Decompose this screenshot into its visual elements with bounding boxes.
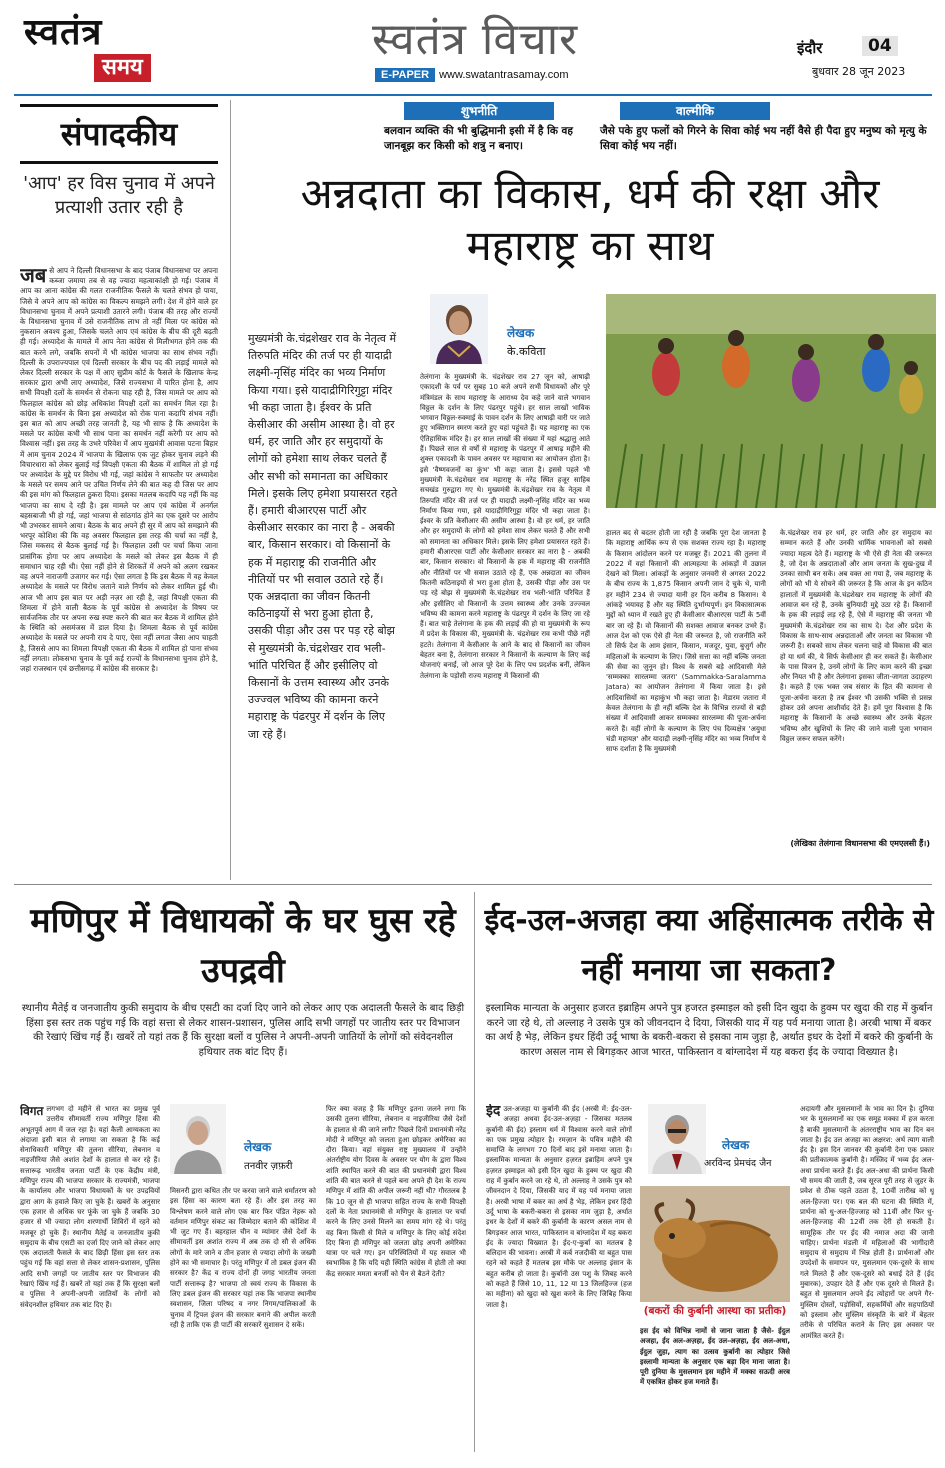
editorial-heading: संपादकीय	[20, 104, 218, 164]
quote-label: शुभनीति	[404, 102, 554, 120]
eid-intro: इस्लामिक मान्यता के अनुसार हजरत इब्राहिम अपने पुत्र हजरत इस्माइल को इसी दिन खुदा के हुक्म पर खुदा की राह में कुर्बान करने जा रहे थे, तो अल्लाह ने उसके पुत्र को जीवनदान दे दिया, जिसकी याद में यह पर्व मनाया जाता है। अरबी भाषा में बकर का अर्थ है भेड़, लेकिन इधर हिंदी उर्दू भाषा के बकरी-बकरा से इसका नाम जुड़ा है, अर्थात इधर के देशों में बकरे की कुर्बानी के कारण असल नाम से बिगड़कर आज भारत, पाकिस्तान व बांग्लादेश में यह बकरा ईद के ज्यादा विख्यात है।	[485, 1003, 933, 1058]
article-column	[486, 1104, 632, 1444]
goat-photo	[640, 1186, 790, 1302]
article-column: तेलंगाना के मुख्यमंत्री के. चंद्रशेखर राव 27 जून को, आषाढ़ी एकादशी के पर्व पर सुबह 10 बजे अपने सभी विधायकों और पूरे मंत्रिमंडल के साथ महाराष्ट्र के आराध्य देव कहे जाने वाले भगवान विठ्ठल के दर्शन के लिए पंढरपुर पहुंचे। हर साल लाखों भाविक भगवान विठ्ठल-रुक्माई के पावन दर्शन के लिए आषाढ़ी वारी पर जाते हुए भक्तिगान स्मरण करते हुए यहां पहुंचते हैं। यह महाराष्ट्र का एक ऐतिहासिक मंदिर है। हर साल लाखों की संख्या में यहां श्रद्धालु आते हैं। पिछले साल से वर्षों से महाराष्ट्र के पंढरपुर में आषाढ़ महीने की शुक्ल एकादशी के पावन अवसर पर महायात्रा का आयोजन होता है। इसे 'वैष्णवजनों का कुंभ' भी कहा जाता है। इससे पहले भी मुख्यमंत्री के.चंद्रशेखर राव महाराष्ट्र के नरेंद्र स्थित हजूर साहिब सचखंड गुरुद्वारा गए थे। मुख्यमंत्री के.चंद्रशेखर राव के नेतृत्व में तिरुपति मंदिर की तर्ज पर ही यादाद्री लक्ष्मी-नृसिंह मंदिर का भव्य निर्माण किया गया, इसे यादाद्रीगिरिगुट्टा मंदिर भी कहा जाता है। ईश्वर के प्रति केसीआर की असीम आस्था है। वो हर धर्म, हर जाति और हर समुदायों के लोगों को हमेशा साथ लेकर चलते हैं और सभी को समानता का अधिकार मिले। इसके लिए हमेशा प्रयासरत रहते हैं। हमारी बीआरएस पार्टी और केसीआर सरकार का नारा है - अबकी बार, किसान सरकार। वो किसानों के हक में महाराष्ट्र की राजनीति और नीतियों पर भी सवाल उठाते रहे हैं, एक अन्नदाता का जीवन कितनी कठिनाइयों से भरा हुआ होता है, उसकी पीड़ा और उस पर पड़ रहे बोझ से मुख्यमंत्री के.चंद्रशेखर राव भली-भांति परिचित हैं और इसीलिए वो किसानों के उत्तम स्वास्थ्य और उनके उज्ज्वल भविष्य की कामना करने महाराष्ट्र के पंढरपुर में दर्शन के लिए जा रहे हैं। बात चाहे तेलंगाना के हक की लड़ाई की हो या मुख्यमंत्री के रूप में प्रदेश के विकास की, मुख्यमंत्री के. चंद्रशेखर राव कभी पीछे नहीं हटते। तेलंगाना में केसीआर के आने के बाद से किसानों का जीवन बेहतर बना है, तेलंगाना सरकार ने किसानों के कल्याण के लिए कई योजनाएं बनाईं, जो आज पूरे देश के लिए पथ प्रदर्शक बनीं, लेकिन तेलंगाना के पड़ोसी राज्य महाराष्ट्र में किसानों की	[420, 373, 590, 680]
newspaper-logo[interactable]	[24, 14, 156, 88]
author-label: लेखक	[244, 1140, 272, 1154]
eid-col2-text: इस ईद को विभिन्न नामों से जाना जाता है जैसे- ईदुल अजहा, ईद अल-अज़हा, ईद उल-अज़हा, ईद अल-अधा, ईदुल जुहा, त्याग का उत्सव कुर्बानी का त्योहार जिसे इस्लामी मान्यता के अनुसार एक बड़ा दिन माना जाता है। पूरी दुनिया के मुसलमान इस महीने में मक्का सऊदी अरब में एकत्रित होकर हज मनाते हैं।	[640, 1327, 790, 1387]
section-title: स्वतंत्र विचार	[372, 14, 579, 65]
issue-date: बुधवार 28 जून 2023	[812, 65, 906, 78]
author-label: लेखक	[507, 326, 535, 340]
author-name: अरविन्द प्रेमचंद जैन	[704, 1158, 772, 1169]
quote-box-1	[384, 102, 594, 158]
eid-dropcap: ईद	[486, 1104, 501, 1119]
edition-city: इंदौर	[797, 39, 823, 57]
article-column: अदायगी और मुसलमानों के भाव का दिन है। दुनिया भर के मुसलमानों का एक समूह मक्का में हज करता है बाकी मुसलमानों के अंतरराष्ट्रीय भाव का दिन बन जाता है। ईद उल अजहा का अक्षरश: अर्थ त्याग वाली ईद है। इस दिन जानवर की कुर्बानी देना एक प्रकार की प्रतीकात्मक कुर्बानी है। मस्जिद में भव्य ईद अल-अधा प्रार्थना करते हैं। ईद अल-अधा की प्रार्थना किसी भी समय की जाती है, जब सूरज पूरी तरह से जुहर के प्रवेश से ठीक पहले उठता है, 10वीं तारीख को धू अल-हिज्जा पर। एक बल की घटना की स्थिति में, प्रार्थना को धु-अल-हिज्जाह को 11वीं और फिर धु-अल-हिज्जाह की 12वीं तक देरी हो सकती है। सामूहिक तौर पर ईद की नमाज अदा की जानी चाहिए। प्रार्थना मंडली में महिलाओं की भागीदारी समुदाय से समुदाय में भिन्न होती है। प्रार्थनाओं और उपदेशों के समापन पर, मुसलमान एक-दूसरे के साथ गले मिलते हैं और एक-दूसरे को बधाई देते हैं (ईद मुबारक), उपहार देते हैं और एक दूसरे से मिलते हैं। बहुत से मुसलमान अपने ईद त्योहारों पर अपने गैर-मुस्लिम दोस्तों, पड़ोसियों, सहकर्मियों और सहपाठियों को इस्लाम और मुस्लिम संस्कृति के बारे में बेहतर तरीके से परिचित कराने के लिए इस अवसर पर आमंत्रित करते हैं।	[800, 1105, 934, 1340]
author-note: (लेखिका तेलंगाना विधानसभा की एमएलसी हैं।)	[790, 839, 930, 848]
page-number: 04	[862, 36, 898, 56]
article-column	[20, 1104, 160, 1444]
section-divider	[14, 884, 932, 885]
eid-headline: ईद-उल-अजहा क्या अहिंसात्मक तरीके से नहीं मनाया जा सकता?	[484, 903, 934, 988]
masthead-divider	[14, 94, 932, 96]
logo-top-text: स्वतंत्र	[24, 12, 103, 53]
logo-bottom-text: समय	[94, 54, 151, 82]
author-label: लेखक	[722, 1138, 750, 1152]
manipur-col1-text: लगभग दो महीने से भारत का प्रमुख पूर्व उत्तरीय सीमावर्ती राज्य मणिपुर हिंसा की अभूतपूर्व आग में जल रहा है। यहां कैली आग्यकता का अंदाजा इसी बात से लगाया जा सकता है कि कई सेनाधिकारी मणिपुर की तुलना सीरिया, लेबनान व नाइजीरिया जैसे अशांत देशों के हालात से कर रहे हैं। सत्तारूढ़ भारतीय जनता पार्टी के एक केंद्रीय मंत्री, मणिपुर राज्य की भाजपा सरकार के राज्यमंत्री, भाजपा के कार्यालय और भाजपा विधायकों के घर उपद्रवियों द्वारा आग के हवाले किए जा चुके हैं। खबरों के अनुसार एक हजार से अधिक घर फूंके जा चुके हैं जबकि 30 हजार से भी ज्यादा लोग शरणार्थी शिविरों में रहने को मजबूर हो चुके हैं। स्थानीय मैतेई व जनजातीय कुकी समुदाय के बीच एसटी का दर्जा दिए जाने को लेकर आए एक अदालती फैसले के बाद छिड़ी हिंसा इस स्तर तक पहुंच गई कि वहां सत्ता से लेकर शासन-प्रशासन, पुलिस आदि सभी जगहों पर जातीय स्तर पर विभाजन की रेखाएं खिंच गई हैं। खबरें तो यहां तक हैं कि सुरक्षा बलों व पुलिस ने अपनी-अपनी जातियों के लोगों को संवेदनशील हथियार तक बांट दिए हैं।	[20, 1105, 160, 1309]
quote-text: जैसे पके हुए फलों को गिरने के सिवा कोई भय नहीं वैसे ही पैदा हुए मनुष्य को मृत्यु के सिवा कोई भय नहीं।	[600, 125, 927, 152]
manipur-dropcap: विगत	[20, 1104, 44, 1118]
article-column	[640, 1326, 790, 1444]
editorial-body	[20, 266, 218, 866]
editorial-text: से आप ने दिल्ली विधानसभा के बाद पंजाब विधानसभा पर अपना कब्जा जमाया तब से वह ज्यादा महत्वाकांक्षी हो गई। पंजाब में आप का आना कांग्रेस की गलत राजनीतिक फैसले के चलते संभव हो पाया, जिसे वे अपने आप को कांग्रेस का विकल्प समझने लगी। देश में होने वाले हर विधानसभा चुनाव में अपने प्रत्याशी उतारने लगी। पंजाब की तरह और राज्यों के विधानसभा चुनाव में उसे राजनीतिक लाभ तो नहीं मिला पर कांग्रेस को नुकसान अवश्य हुआ, जिसके चलते आप एवं कांग्रेस के बीच की दूरी बढ़ती ही गई। अध्यादेश के मामले में आप नेता कांग्रेस से मिलीभगत होने तक की बात करने लगे, जबकि सपनों में भी कांग्रेस भाजपा का साथ संभव नहीं। दिल्ली के उपराज्यपाल एवं दिल्ली सरकार के बीच पद की लड़ाई मामले को लेकर दिल्ली सरकार के पक्ष में आए सुप्रीम कोर्ट के फैसले के खिलाफ केन्द्र सरकार द्वारा अभी लाए अध्यादेश, जिसे राज्यसभा में पारित होना है, आप सभी विपक्षी दलों के समर्थन से रोकना चाह रही है, जिस मामले पर आप को फिलहाल कांग्रेस को छोड़ अधिकांश विपक्षी दलों का समर्थन मिल रहा है। कांग्रेस के समर्थन के बिना इस अध्यादेश को रोक पाना कदापि संभव नहीं। इस बात को आप अच्छी तरह जानती है, यह भी साफ है कि अध्यादेश के मसले पर कांग्रेस कभी भी साथ पाना का समर्थन नहीं करेगी पर आप को विश्वास नहीं। इस तरह के उभरे परिवेश में आप मुखमंत्री आवास पटना बिहार में आम चुनाव 2024 में भाजपा के खिलाफ एक जुट होकर चुनाव लड़ने की विचारधारा को लेकर बुलाई गई विपक्षी एकता की बैठक में शामिल तो हो गई पर अध्यादेश के मुद्दे पर विरोध भी गई, जहां कांग्रेस ने साफतौर पर अध्यादेश के मसले पर समय आने पर उचित निर्णय लेने की बात कह दी जिस पर आप की इस मांग को फिलहाल ठुकरा दिया। इसका मतलब कदापि यह नहीं कि वह भाजपा का साथ दे रही है। इस मामले पर आप एवं कांग्रेस में अनर्गल बहसबाजी भी हो गई, जहां भाजपा से सांठगांठ होने का एक दूसरे पर आरोप भी उभरकर सामने आया। बैठक के बाद अपने ही सुर में आप को समझाने की भरपूर कोशिश की कि वह अवसर फिलहाल इस तरह की चर्चा का नहीं है, जिस मकसद से बैठक बुलाई गई है। फिलहाल उसी पर चर्चा किया जाना प्रासंगिक होगा पर आप अध्यादेश के मसले को लेकर इस बैठक में ही समाधान चाह रही थी। ऐसा नहीं होने से शिरकतें में अपने को अलग रखकर वह अपने नाराजगी उजागर कर गई। ऐसा लगता है कि इस बैठक में वह केवल अध्यादेश के मसले पर विरोध जताने वाले निर्णय को लेकर शामिल हुई थी। आज भी आप इस बात पर अड़ी नज़र आ रही है, जहां विपक्षी एकता की शिमला में होने वाली बैठक के पूर्व कांग्रेस से अध्यादेश के विषय पर सार्वजनिक तौर पर अपना रुख स्पष्ट करने की बात कर बैठक में शामिल होने के स्थिति को असमंजस में डाल दिया है। शिमला बैठक से पूर्व कांग्रेस अध्यादेश के मसले पर अपनी राय दे पाए, ऐसा नहीं लगता जैसा आप चाहती है, जिससे आप का शिमला विपक्षी एकता की बैठक में शामिल हो पाना संभव नहीं लगता। लोकसभा चुनाव के पूर्व कई राज्यों के विधानसभा चुनाव होने है, जहां राजस्थान एवं छत्तीसगढ़ में कांग्रेस की सरकार है।	[20, 266, 218, 673]
main-headline: अन्नदाता का विकास, धर्म की रक्षा और महाराष्ट्र का साथ	[300, 169, 880, 270]
quote-label: वाल्मीकि	[620, 102, 770, 120]
article-column: के.चंद्रशेखर राव हर धर्म, हर जाति और हर समुदाय का सम्मान करते हैं और उनकी धार्मिक भावनाओं को सबसे ज्यादा महत्व देते हैं। महाराष्ट्र के भी ऐसे ही नेता की जरूरत है, जो देश के अन्नदाताओं और आम जनता के सुख-दुख में उनका साथी बन सके। अब वक्त आ गया है, जब महाराष्ट्र के लोगों को भी ये सोचने की जरूरत है कि आज के इन कठिन हालातों में मुख्यमंत्री के.चंद्रशेखर राव महाराष्ट्र के लोगों की आवाज बन रहे हैं, उनके बुनियादी मुद्दे उठा रहे हैं। किसानों के हक की लड़ाई लड़ रहे हैं, ऐसे में महाराष्ट्र की जनता भी मुख्यमंत्री के.चंद्रशेखर राव का साथ दे। देश और प्रदेश के विकास के साथ-साथ अन्नदाताओं और जनता का विकास भी जरूरी है। सबको साथ लेकर चलना चाहे वो विकास की बात हो या धर्म की, ये सिर्फ केसीआर ही कर सकते हैं। केसीआर के पास विजन है, उनमें लोगों के लिए काम करने की इच्छा और नियत भी है और तेलंगाना इसका जीता-जागता उदाहरण है। कहते हैं एक भक्त जब संसार के हित की कामना से पूजा-अर्चना करता है तब ईश्वर भी उसकी भक्ति से प्रसन्न होकर उसे अपना आशीर्वाद देते हैं। हमें पूरा विश्वास है कि महाराष्ट्र के किसानों के अच्छे स्वास्थ्य और उनके बेहतर भविष्य और खुशियों के लिए की जाने वाली पूजा भगवान विठ्ठल जरूर सफल करेंगे।	[780, 529, 932, 743]
epaper-bar	[375, 68, 607, 82]
farm-field-photo	[606, 294, 936, 508]
website-link[interactable]: www.swatantrasamay.com	[439, 69, 569, 81]
manipur-intro: स्थानीय मैतेई व जनजातीय कुकी समुदाय के बीच एसटी का दर्जा दिए जाने को लेकर आए एक अदालती फैसले के बाद छिड़ी हिंसा इस स्तर तक पहुंच गई कि वहां सत्ता से लेकर शासन-प्रशासन, पुलिस आदि सभी जगहों पर जातीय स्तर पर विभाजन की रेखाएं खिंच गई हैं। खबरें तो यहां तक हैं कि सुरक्षा बलों व पुलिस ने अपनी-अपनी जातियों के लोगों को संवेदनशील हथियार तक बांट दिए हैं।	[21, 1003, 465, 1058]
editorial-subheading: 'आप' हर विस चुनाव में अपने प्रत्याशी उतार रही है	[23, 173, 215, 218]
quote-box-2	[600, 102, 930, 158]
photo-caption: (बकरों की कुर्बानी आस्था का प्रतीक)	[643, 1305, 787, 1317]
article-column: हालत बद से बदतर होती जा रही है जबकि पूरा देश जानता है कि महाराष्ट्र आर्थिक रूप से एक सशक्त राज्य रहा है। महाराष्ट्र के किसान आंदोलन करने पर मजबूर हैं। 2021 की तुलना में 2022 में वहां किसानों की आत्महत्या के आंकड़ों में उछाल देखने को मिला। आंकड़ों के अनुसार जनवरी से अगस्त 2022 के बीच राज्य के 1,875 किसान अपनी जान दे चुके थे, यानी हर महीने 234 से ज्यादा यानी हर दिन करीब 8 किसान। ये आंकड़े भयावह हैं और यह स्थिति दुर्भाग्यपूर्ण। इन विकासात्मक मुद्दों को ध्यान में रखते हुए ही केसीआर बीआरएस पार्टी के 5वीं बार जा रहे हैं। वो किसानों की सशक्त आवाज बनकर उभरे हैं। आज देश को एक ऐसे ही नेता की जरूरत है, जो राजनीति करें तो सिर्फ देश के आम इंसान, किसान, मजदूर, युवा, बुजुर्ग और महिलाओं के कल्याण के लिए। जिसे सत्ता का नहीं बल्कि जनता की सेवा का जुनून हो। विश्व के सबसे बड़े आदिवासी मेले 'सम्मक्का सारलम्मा जतरा' (Sammakka-Saralamma Jatara) का आयोजन तेलंगाना में किया जाता है। इसे आदिवासियों का महाकुंभ भी कहा जाता है। मेडारम जतारा में केवल तेलंगाना के ही नहीं बल्कि देश के विभिन्न राज्यों से बड़ी संख्या में आदिवासी आकर सम्मक्का सारलम्मा की पूजा-अर्चना करते हैं। वहीं लोगों के कल्याण के लिए पंच दिव्यक्षेत्र 'अयुधा चंडी महायज्ञ' और यादाद्री लक्ष्मी-नृसिंह मंदिर का भव्य निर्माण ये साफ दर्शाता है कि मुख्यमंत्री	[606, 529, 766, 754]
author-photo	[648, 1104, 706, 1174]
editorial-dropcap: जब	[20, 266, 47, 287]
eid-col1-text: उल-अजहा या कुर्बानी की ईद (अरबी में: ईद-उल-अजहा अथवा ईद-उल-अज़हा - जिसका मतलब कुर्बानी की ईद) इस्लाम धर्म में विश्वास करने वाले लोगों का एक प्रमुख त्योहार है। रमज़ान के पवित्र महीने की समाप्ति के लगभग 70 दिनों बाद इसे मनाया जाता है। इस्लामिक मान्यता के अनुसार हज़रत इब्राहिम अपने पुत्र हज़रत इस्माइल को इसी दिन खुदा के हुक्म पर खुदा की राह में कुर्बान करने जा रहे थे, तो अल्लाह ने उसके पुत्र को जीवनदान दे दिया, जिसकी याद में यह पर्व मनाया जाता है। अरबी भाषा में बकर का अर्थ है भेड़, लेकिन इधर हिंदी उर्दू भाषा के बकरी-बकरा से इसका नाम जुड़ा है, अर्थात इधर के देशों में बकरे की कुर्बानी के कारण असल नाम से बिगड़कर आज भारत, पाकिस्तान व बांग्लादेश में यह बकरा ईद के ज्यादा विख्यात है। ईद-ए-कुर्बा का मतलब है बलिदान की भावना। अरबी में कर्ब नजदीकी या बहुत पास रहने को कहते हैं मतलब इस मौके पर अल्लाह इंसान के बहुत करीब हो जाता है। कुर्बानी उस पशु के जिबह करने को कहते हैं जिसे 10, 11, 12 या 13 जिलहिज्ज (हज का महीना) को खुदा को खुश करने के लिए जिबिह किया जाता है।	[486, 1105, 632, 1309]
article-column: मिसनरी द्वारा कथित तौर पर करवा जाने वाले धर्मांतरण को इस हिंसा का कारण बता रहे हैं। और इस तरह का विश्लेषण करने वाले लोग एक बार फिर पंडित नेहरू को वर्तमान मणिपुर संकट का जिम्मेदार बताने की कोशिश में भी जुट गए हैं। बहरहाल चीन व म्यांमार जैसे देशों के सीमावर्ती इस अशांत राज्य में अब तक दो सौ से अधिक लोगों के मारे जाने व तीन हजार से ज्यादा लोगों के जख्मी होने का भी समाचार है। परंतु मणिपुर में तो डबल इंजन की सरकार है? केंद्र व राज्य दोनों ही जगह भारतीय जनता पार्टी सत्तारूढ़ है? भाजपा तो स्वयं राज्य के विकास के लिए डबल इंजन की सरकार यहां तक कि भाजपा स्थानीय स्वशासन, जिला परिषद व नगर निगम/पालिकाओं के चुनाव में ट्रिपल इंजन की सरकार बनाने की अपील करती रही है ताकि एक ही पार्टी की सरकारें सुशासन दे सकें।	[170, 1187, 316, 1329]
manipur-headline: मणिपुर में विधायकों के घर घुस रहे उपद्रवी	[30, 901, 456, 991]
author-name: तनवीर ज़फ़री	[244, 1161, 293, 1172]
article-column: फिर क्या वजह है कि मणिपुर इतना जलने लगा कि उसकी तुलना सीरिया, लेबनान व नाइजीरिया जैसे देशों के हालात से की जाने लगी? पिछले दिनों प्रधानमंत्री नरेंद्र मोदी ने मणिपुर को जलता हुआ छोड़कर अमेरिका का दौरा किया। वहां संयुक्त राष्ट्र मुख्यालय में उन्होंने अंतर्राष्ट्रीय योग दिवस के अवसर पर योग के द्वारा विश्व शांति स्थापित करने की बात की प्रधानमंत्री द्वारा विश्व शांति की बात करने से पहले बना अपने ही देश के राज्य मणिपुर में शांति की अपील जरूरी नहीं थी? गौरतलब है कि 10 जून से ही भाजपा सहित राज्य के सभी विपक्षी दलों के नेता प्रधानमंत्री से मणिपुर के हालात पर चर्चा करने के लिए उनसे मिलने का समय मांग रहे थे। परंतु वह बिना किसी से मिले व मणिपुर के लिए कोई संदेश दिए बिना ही मणिपुर को जलता छोड़ अपनी अमेरिका यात्रा पर चले गए। इन परिस्थितियों में यह सवाल भी स्वभाविक है कि यदि यही स्थिति कांग्रेस में होती तो क्या केंद्र सरकार ममता बनर्जी को चैन से बैठने देती?	[326, 1105, 466, 1278]
quote-text: बलवान व्यक्ति की भी बुद्धिमानी इसी में है कि वह जानबूझ कर किसी को शत्रु न बनाए।	[384, 125, 573, 152]
author-name: के.कविता	[507, 345, 546, 358]
pull-quote: मुख्यमंत्री के.चंद्रशेखर राव के नेतृत्व में तिरुपति मंदिर की तर्ज पर ही यादाद्री लक्ष्मी-नृसिंह मंदिर का भव्य निर्माण किया गया। इसे यादाद्रीगिरिगुट्टा मंदिर भी कहा जाता है। ईश्वर के प्रति केसीआर की असीम आस्था है। वो हर धर्म, हर जाति और हर समुदायों के लोगों को हमेशा साथ लेकर चलते हैं और सभी को समानता का अधिकार मिले। इसके लिए हमेशा प्रयासरत रहते हैं। हमारी बीआरएस पार्टी और केसीआर सरकार का नारा है - अबकी बार, किसान सरकार। वो किसानों के हक में महाराष्ट्र की राजनीति और नीतियों पर भी सवाल उठाते रहे हैं। एक अन्नदाता का जीवन कितनी कठिनाइयों से भरा हुआ होता है, उसकी पीड़ा और उस पर पड़ रहे बोझ से मुख्यमंत्री के.चंद्रशेखर राव भली-भांति परिचित हैं और इसीलिए वो किसानों के उत्तम स्वास्थ्य और उनके उज्ज्वल भविष्य की कामना करने महाराष्ट्र के पंढरपुर में दर्शन के लिए जा रहे हैं।	[248, 332, 398, 741]
column-divider	[230, 100, 231, 880]
author-photo	[170, 1104, 226, 1174]
epaper-tag: E-PAPER	[375, 68, 435, 82]
author-photo	[430, 294, 488, 364]
column-divider	[474, 892, 475, 1452]
